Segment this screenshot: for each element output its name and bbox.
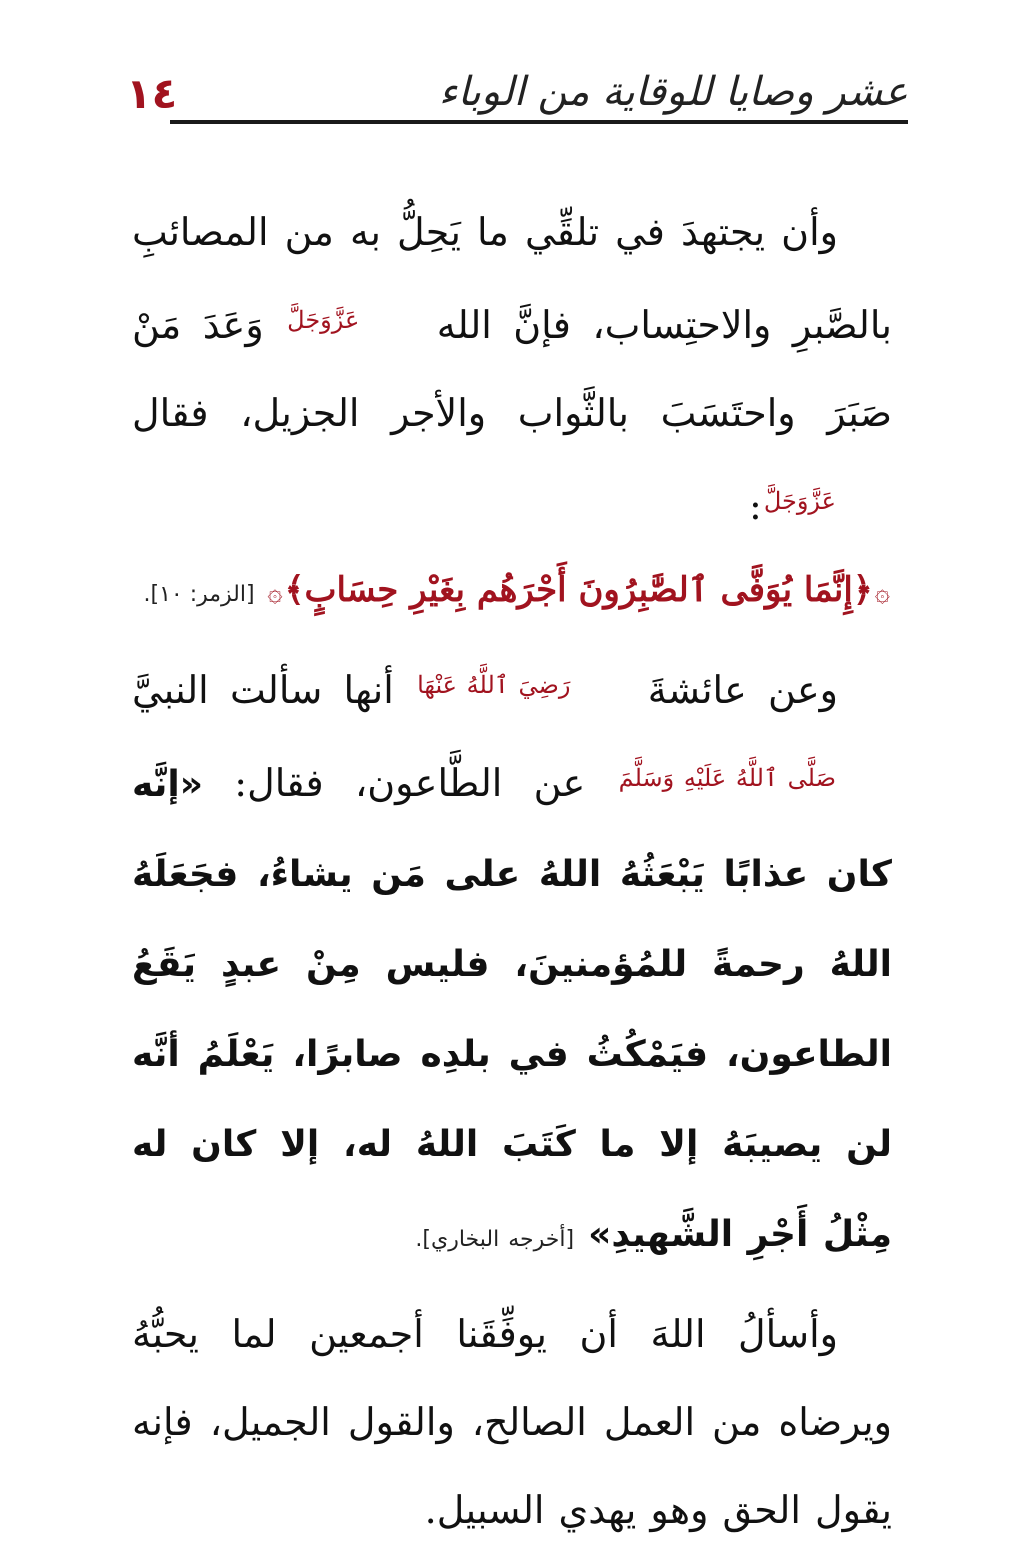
paragraph-text: وأسألُ اللهَ أن يوفِّقَنا أجمعين لما يحبُّهُ ويرضاه من العمل الصالح، والقول الجميل، فإنه يقول الحق وهو يهدي السبيل. xyxy=(132,1312,892,1532)
quran-verse: ﴿إِنَّمَا يُوَفَّى ٱلصَّٰبِرُونَ أَجْرَهُم بِغَيْرِ حِسَابٍ﴾ xyxy=(284,570,873,610)
paragraph-text: أنها سألت النبيَّ xyxy=(132,668,394,712)
verse-ornament-icon: ۞ xyxy=(874,578,890,608)
verse-ornament-icon: ۞ xyxy=(267,578,283,608)
honorific-glyph: عَزَّوَجَلَّ xyxy=(763,487,836,515)
paragraph-text: : xyxy=(749,484,762,528)
honorific-glyph: صَلَّى ٱللَّهُ عَلَيْهِ وَسَلَّمَ xyxy=(618,764,836,792)
verse-citation: [الزمر: ١٠]. xyxy=(143,582,255,607)
paragraph-text: وَعَدَ مَنْ صَبَرَ واحتَسَبَ بالثَّواب والأجر الجزيل، فقال xyxy=(132,303,892,435)
paragraph-hadith xyxy=(132,641,892,1284)
hadith-text: «إنَّه كان عذابًا يَبْعَثُهُ اللهُ على مَن يشاءُ، فجَعَلَهُ اللهُ رحمةً للمُؤمنينَ، فليس مِنْ عبدٍ يَقَعُ الطاعون، فيَمْكُثُ في بلدِه صابرًا، يَعْلَمُ أنَّه لن يصيبَهُ إلا ما كَتَبَ اللهُ له، إلا كان له مِثْلُ أَجْرِ الشَّهيدِ» xyxy=(132,764,892,1255)
hadith-citation: [أخرجه البخاري]. xyxy=(415,1227,575,1252)
paragraph-text: وأن يجتهدَ في تلقِّي ما يَحِلُّ به من المصائبِ بالصَّبرِ والاحتِساب، فإنَّ الله xyxy=(132,210,892,347)
paragraph-patience xyxy=(132,188,892,550)
quran-verse-line xyxy=(132,550,892,635)
header-divider xyxy=(170,120,908,124)
honorific-glyph: عَزَّوَجَلَّ xyxy=(287,306,360,334)
page-number: ١٤ xyxy=(126,69,178,118)
page-body xyxy=(132,188,892,1554)
honorific-glyph: رَضِيَ ٱللَّهُ عَنْهَا xyxy=(417,671,571,699)
paragraph-text: عن الطَّاعون، فقال: xyxy=(234,761,586,805)
page-header xyxy=(118,62,908,126)
paragraph-text: وعن عائشةَ xyxy=(647,668,838,712)
book-title: عشر وصايا للوقاية من الوباء xyxy=(438,69,908,115)
paragraph-closing xyxy=(132,1290,892,1554)
